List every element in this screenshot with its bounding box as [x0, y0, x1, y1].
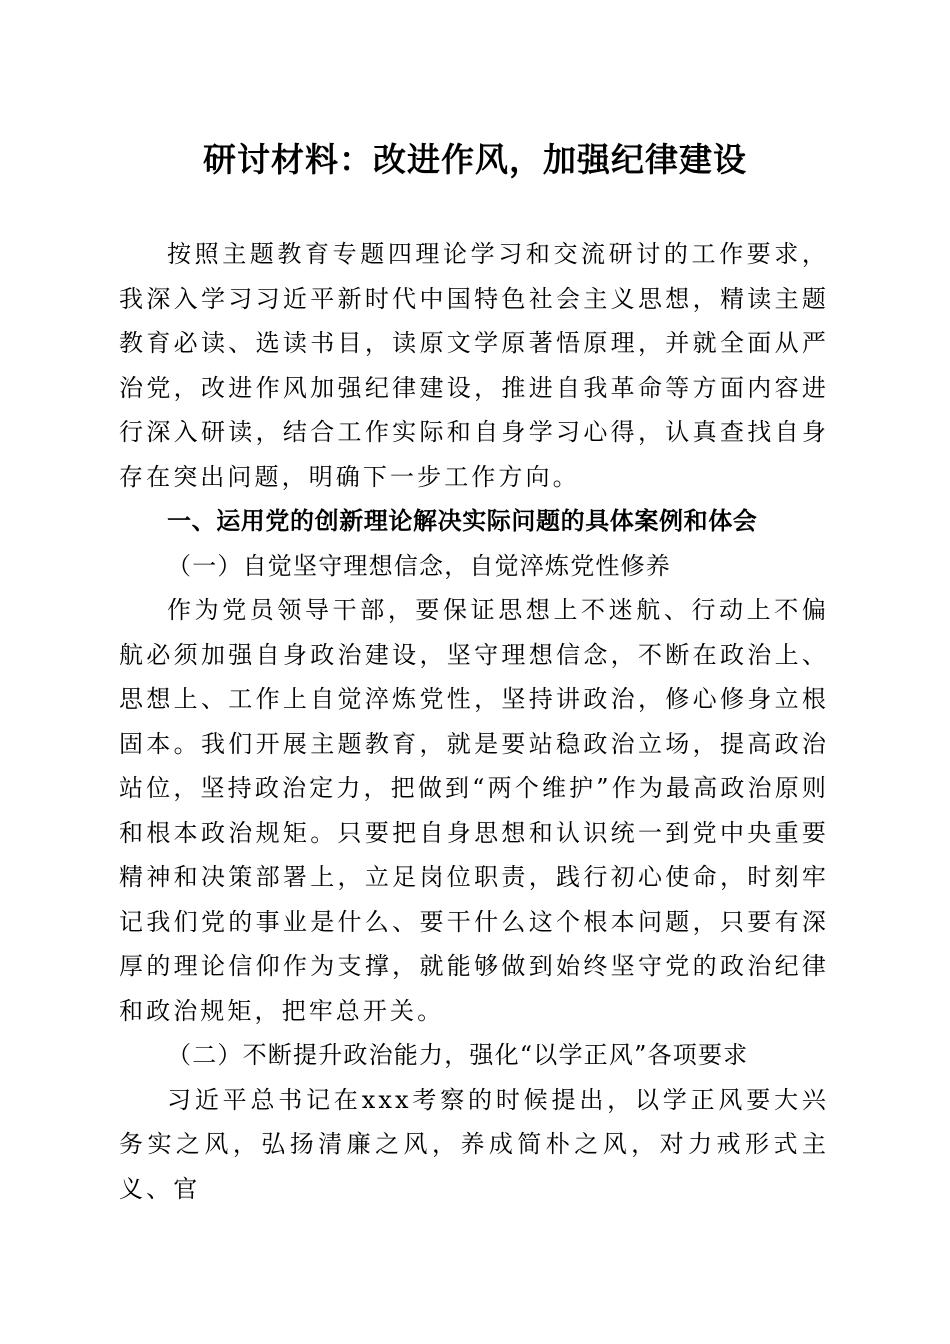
document-title: 研讨材料：改进作风，加强纪律建设 — [203, 140, 747, 179]
subsection-2-paragraph: 习近平总书记在xxx考察的时候提出，以学正风要大兴务实之风，弘扬清廉之风，养成简朴之风，对力戒形式主义、官 — [119, 1085, 829, 1203]
section-1-heading: 一、运用党的创新理论解决实际问题的具体案例和体会 — [167, 507, 758, 535]
document-body — [119, 232, 829, 1211]
subsection-1-paragraph: 作为党员领导干部，要保证思想上不迷航、行动上不偏航必须加强自身政治建设，坚守理想信念，不断在政治上、思想上、工作上自觉淬炼党性，坚持讲政治，修心修身立根固本。我们开展主题教育，就是要站稳政治立场，提高政治站位，坚持政治定力，把做到“两个维护”作为最高政治原则和根本政治规矩。只要把自身思想和认识统一到党中央重要精神和决策部署上，立足岗位职责，践行初心使命，时刻牢记我们党的事业是什么、要干什么这个根本问题，只要有深厚的理论信仰作为支撑，就能够做到始终坚守党的政治纪律和政治规矩，把牢总开关。 — [119, 596, 829, 1025]
intro-paragraph: 按照主题教育专题四理论学习和交流研讨的工作要求，我深入学习习近平新时代中国特色社会主义思想，精读主题教育必读、选读书目，读原文学原著悟原理，并就全面从严治党，改进作风加强纪律建设，推进自我革命等方面内容进行深入研读，结合工作实际和自身学习心得，认真查找自身存在突出问题，明确下一步工作方向。 — [119, 240, 829, 491]
subsection-2-heading: （二）不断提升政治能力，强化“以学正风”各项要求 — [167, 1041, 749, 1069]
subsection-1-heading: （一）自觉坚守理想信念，自觉淬炼党性修养 — [167, 551, 671, 580]
